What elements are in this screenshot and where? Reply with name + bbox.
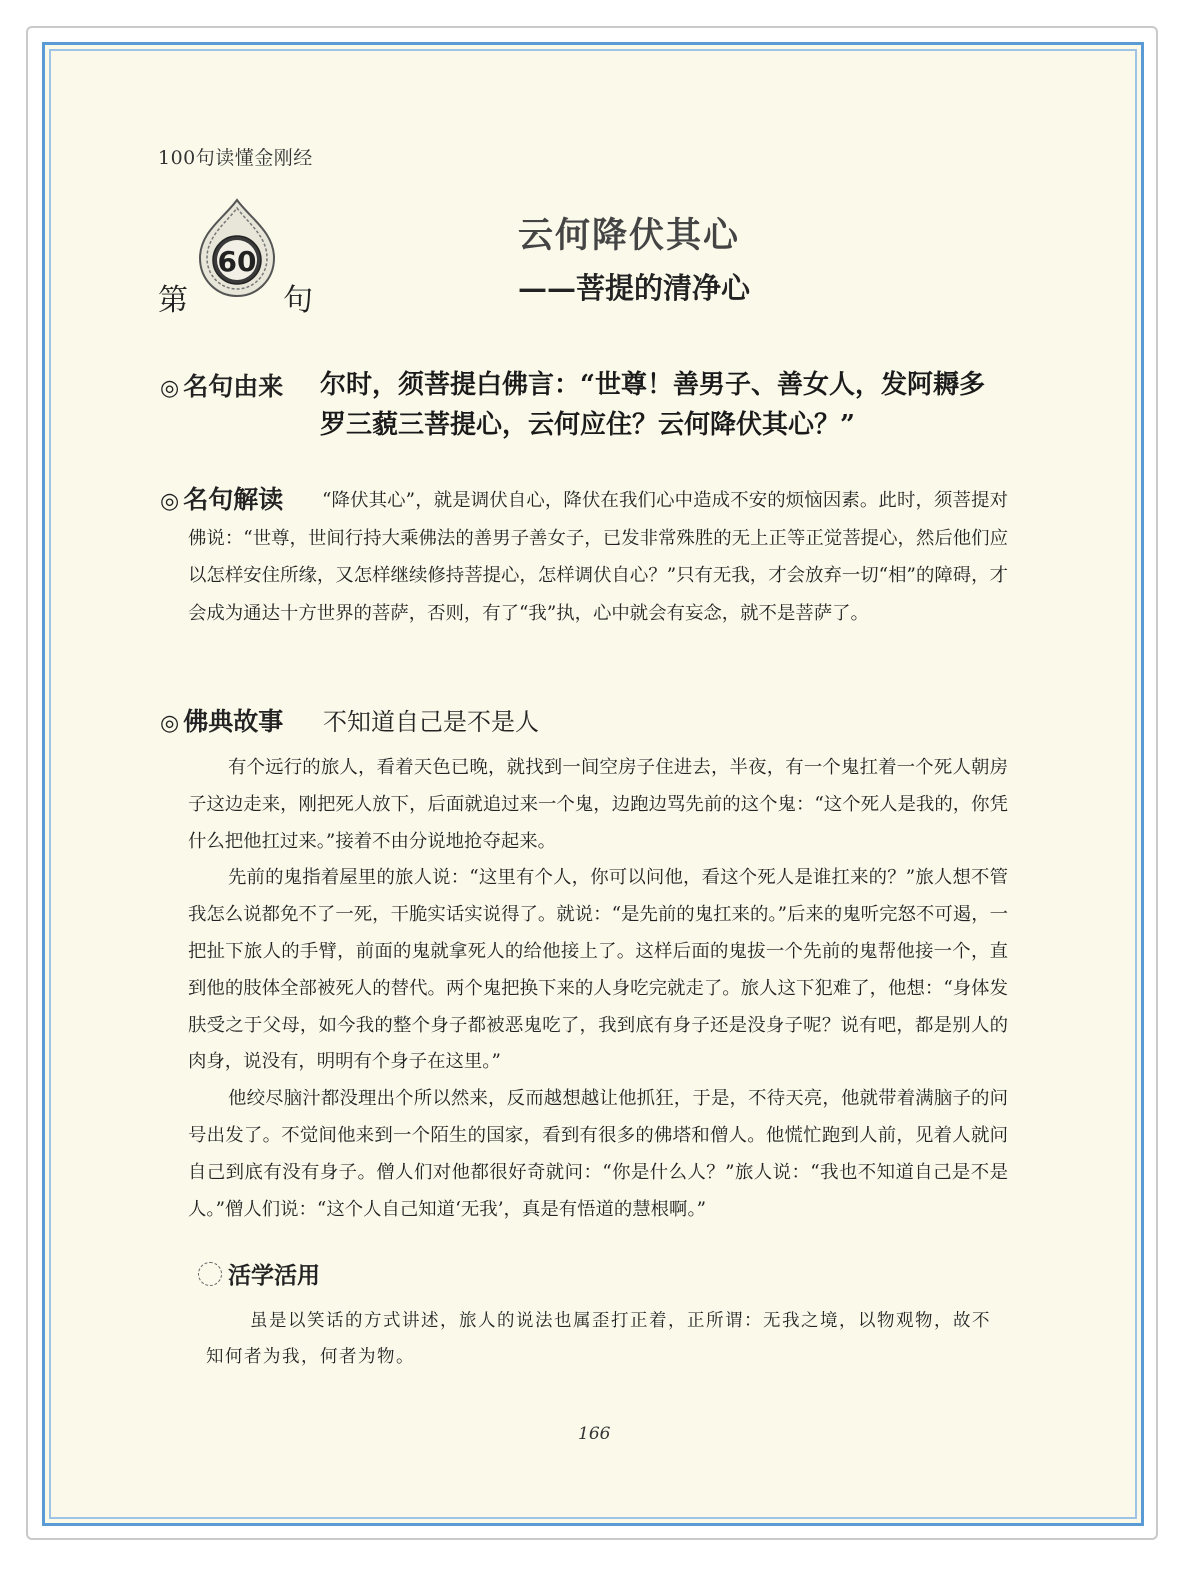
chapter-number: 60 xyxy=(217,245,257,278)
bullseye-icon: ◎ xyxy=(160,376,180,401)
story-paragraph: 先前的鬼指着屋里的旅人说：“这里有个人，你可以问他，看这个死人是谁扛来的？”旅人想不管我怎么说都免不了一死，干脆实话实说得了。就说：“是先前的鬼扛来的。”后来的鬼听完怒不可遏，一把扯下旅人的手臂，前面的鬼就拿死人的给他接上了。这样后面的鬼拔一个先前的鬼帮他接一个，直到他的肢体全部被死人的替代。两个鬼把换下来的人身吃完就走了。旅人这下犯难了，他想：“身体发肤受之于父母，如今我的整个身子都被恶鬼吃了，我到底有身子还是没身子呢？说有吧，都是别人的肉身，说没有，明明有个身子在这里。” xyxy=(188,867,1008,1073)
application-heading xyxy=(198,1257,320,1290)
story-paragraph: 有个远行的旅人，看着天色已晚，就找到一间空房子住进去，半夜，有一个鬼扛着一个死人朝房子这边走来，刚把死人放下，后面就追过来一个鬼，边跑边骂先前的这个鬼：“这个死人是我的，你凭什么把他扛过来。”接着不由分说地抢夺起来。 xyxy=(188,757,1008,852)
chapter-prefix: 第 xyxy=(158,283,188,318)
page-number: 166 xyxy=(578,1424,611,1444)
origin-quote: 尔时，须菩提白佛言：“世尊！善男子、善女人，发阿耨多罗三藐三菩提心，云何应住？云何降伏其心？” xyxy=(320,370,985,440)
chapter-badge-icon xyxy=(198,198,276,298)
chapter-title: 云何降伏其心 xyxy=(518,216,741,256)
story-label: 佛典故事 xyxy=(183,707,284,736)
story-title: 不知道自己是不是人 xyxy=(323,708,539,736)
bullseye-icon: ◎ xyxy=(160,489,180,514)
story-paragraph: 他绞尽脑汁都没理出个所以然来，反而越想越让他抓狂，于是，不待天亮，他就带着满脑子的问号出发了。不觉间他来到一个陌生的国家，看到有很多的佛塔和僧人。他慌忙跑到人前，见着人就问自己到底有没有身子。僧人们对他都很好奇就问：“你是什么人？”旅人说：“我也不知道自己是不是人。”僧人们说：“这个人自己知道‘无我’，真是有悟道的慧根啊。” xyxy=(188,1088,1008,1220)
story-body xyxy=(188,750,1008,1228)
bullseye-icon: ◎ xyxy=(160,711,180,736)
chapter-suffix: 句 xyxy=(283,283,313,318)
origin-heading xyxy=(160,367,283,403)
dotted-circle-icon xyxy=(198,1262,222,1286)
story-heading xyxy=(160,702,283,738)
origin-label: 名句由来 xyxy=(183,372,284,401)
chapter-subtitle: ——菩提的清净心 xyxy=(518,271,751,305)
book-title: 100句读懂金刚经 xyxy=(158,147,313,169)
application-text: 虽是以笑话的方式讲述，旅人的说法也属歪打正着，正所谓：无我之境，以物观物，故不知何者为我，何者为物。 xyxy=(206,1311,991,1367)
application-label: 活学活用 xyxy=(228,1263,320,1289)
interpretation-label: 名句解读 xyxy=(183,485,284,514)
interpretation-text: “降伏其心”，就是调伏自心，降伏在我们心中造成不安的烦恼因素。此时，须菩提对佛说：“世尊，世间行持大乘佛法的善男子善女子，已发非常殊胜的无上正等正觉菩提心，然后他们应以怎样安住所缘，又怎样继续修持菩提心，怎样调伏自心？”只有无我，才会放弃一切“相”的障碍，才会成为通达十方世界的菩萨，否则，有了“我”执，心中就会有妄念，就不是菩萨了。 xyxy=(188,490,1008,624)
